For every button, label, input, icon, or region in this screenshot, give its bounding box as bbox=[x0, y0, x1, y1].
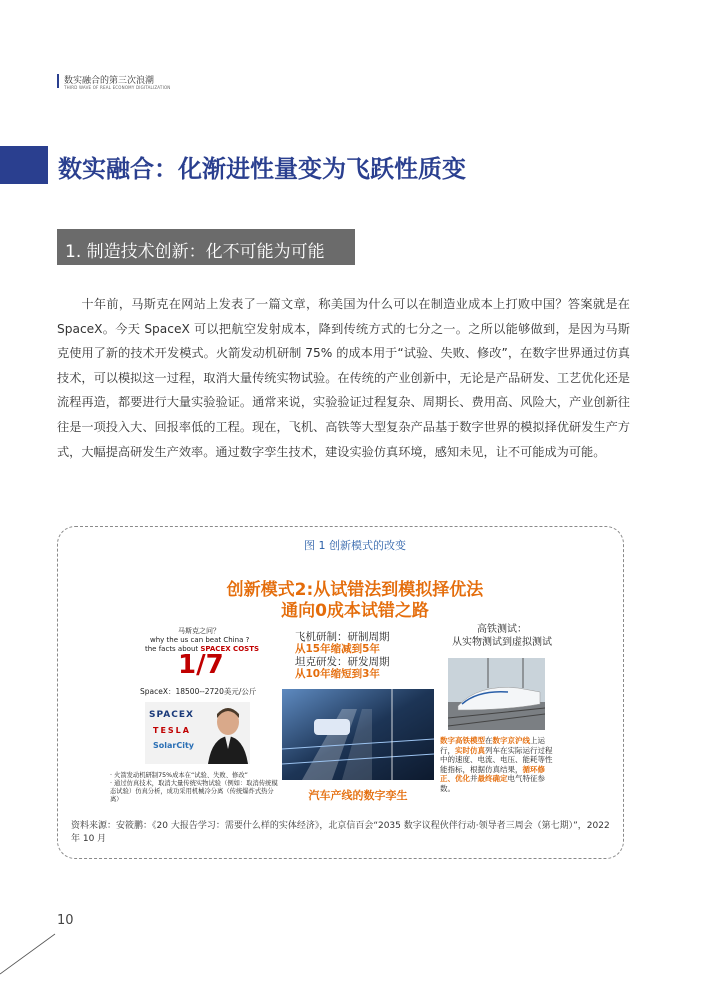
rd-cycle-block bbox=[295, 631, 390, 680]
musk-question-en-2-prefix: the facts about bbox=[145, 645, 201, 653]
solarcity-logo: SolarCity bbox=[153, 741, 194, 750]
tank-rd-value: 从10年缩短到3年 bbox=[295, 668, 380, 680]
figure-headline: 创新模式2:从试错法到模拟择优法 bbox=[226, 580, 484, 600]
spacex-logo: SPACEX bbox=[149, 710, 194, 720]
bullet-dot: · bbox=[110, 772, 115, 779]
hs-highlight: 最终确定 bbox=[477, 774, 508, 783]
hs-highlight: 循环修正、优化 bbox=[440, 764, 545, 783]
source-note: 资料来源：安筱鹏：《20 大报告学习：需要什么样的实体经济》，北京信百会“2035 数字议程伙伴行动·领导者三周会（第七期）”，2022 年 10 月 bbox=[71, 821, 610, 844]
running-header-title: 数实融合的第三次浪潮 bbox=[64, 76, 155, 86]
figure-subheadline: 通向0成本试错之路 bbox=[281, 601, 429, 621]
hs-text: 并 bbox=[470, 774, 478, 783]
spacex-cost-range: SpaceX：18500--2720美元/公斤 bbox=[140, 687, 257, 696]
musk-question-cn: 马斯克之问？ bbox=[178, 627, 220, 635]
subsection-title: 1. 制造技术创新：化不可能为可能 bbox=[65, 242, 325, 262]
bullet-item bbox=[110, 780, 280, 804]
body-paragraph: 十年前，马斯克在网站上发表了一篇文章，称美国为什么可以在制造业成本上打败中国？答案就是在 SpaceX。今天 SpaceX 可以把航空发射成本，降到传统方式的七分之一。之所以能够做到，是因为马斯克使用了新的技术开发模式。火箭发动机研制 75% 的成本用于“试验、失败、修改”，在数字世界通过仿真技术，可以模拟这一过程，取消大量传统实物试验。在传统的产业创新中，无论是产品研发、工艺优化还是流程再造，都要进行大量实验验证。通常来说，实验验证过程复杂、周期长、费用高、风险大，产业创新往往是一项投入大、回报率低的工程。现在，飞机、高铁等大型复杂产品基于数字世界的模拟择优研发生产方式，大幅提高研发生产效率。通过数字孪生技术，建设实验仿真环境，感知未见，让不可能成为可能。 bbox=[57, 297, 630, 459]
production-line-illustration bbox=[282, 689, 434, 780]
figure-bullet-notes bbox=[110, 772, 280, 804]
portrait-illustration bbox=[208, 704, 248, 764]
corner-decoration-line bbox=[0, 930, 60, 980]
high-speed-rail-title bbox=[437, 623, 567, 649]
section-title-accent-block bbox=[0, 146, 48, 184]
cost-ratio: 1/7 bbox=[178, 650, 224, 680]
musk-photo bbox=[145, 702, 250, 764]
hs-highlight: 数字高铁模型 bbox=[440, 736, 485, 745]
airplane-rd-value: 从15年缩减到5年 bbox=[295, 643, 380, 655]
tank-rd-label: 坦克研发：研发周期 bbox=[295, 656, 390, 668]
musk-question-en-1: why the us can beat China ? bbox=[150, 636, 250, 644]
car-production-line-image bbox=[282, 689, 434, 780]
hs-highlight: 数字京沪线 bbox=[492, 736, 530, 745]
hs-text: 在 bbox=[485, 736, 493, 745]
high-speed-rail-title-line1: 高铁测试： bbox=[477, 624, 527, 635]
page-number: 10 bbox=[57, 913, 74, 928]
running-header-subtitle: THIRD WAVE OF REAL ECONOMY DIGITALIZATION bbox=[64, 85, 171, 90]
high-speed-train-image bbox=[448, 658, 545, 730]
train-illustration bbox=[448, 658, 545, 730]
bullet-item bbox=[110, 772, 280, 780]
airplane-rd-label: 飞机研制：研制周期 bbox=[295, 631, 390, 643]
bullet-text: 通过仿真技术，取消大量传统实物试验（例如：取消传统模态试验）仿真分析，成功采用机械冷分离（传统爆炸式热分离） bbox=[110, 780, 278, 803]
header-accent-bar bbox=[57, 74, 59, 88]
car-line-caption: 汽车产线的数字孪生 bbox=[308, 789, 408, 802]
section-title: 数实融合：化渐进性量变为飞跃性质变 bbox=[58, 155, 466, 183]
bullet-text: 火箭发动机研制75%成本在“试验、失败、修改” bbox=[114, 772, 248, 779]
spacex-costs-label: SPACEX COSTS bbox=[200, 645, 260, 653]
hs-text: 电气特征参数。 bbox=[440, 774, 545, 793]
high-speed-rail-title-line2: 从实物测试到虚拟测试 bbox=[452, 637, 552, 648]
figure-caption: 图 1 创新模式的改变 bbox=[304, 539, 406, 552]
hs-text: 上运行， bbox=[440, 736, 545, 755]
hs-highlight: 实时仿真 bbox=[455, 745, 485, 755]
high-speed-rail-description bbox=[440, 736, 558, 793]
hs-text: 列车在实际运行过程中的速度、电流、电压、能耗等性能指标，根据仿真结果， bbox=[440, 745, 553, 774]
bullet-dot: · bbox=[110, 780, 115, 787]
tesla-logo: TESLA bbox=[153, 726, 191, 735]
